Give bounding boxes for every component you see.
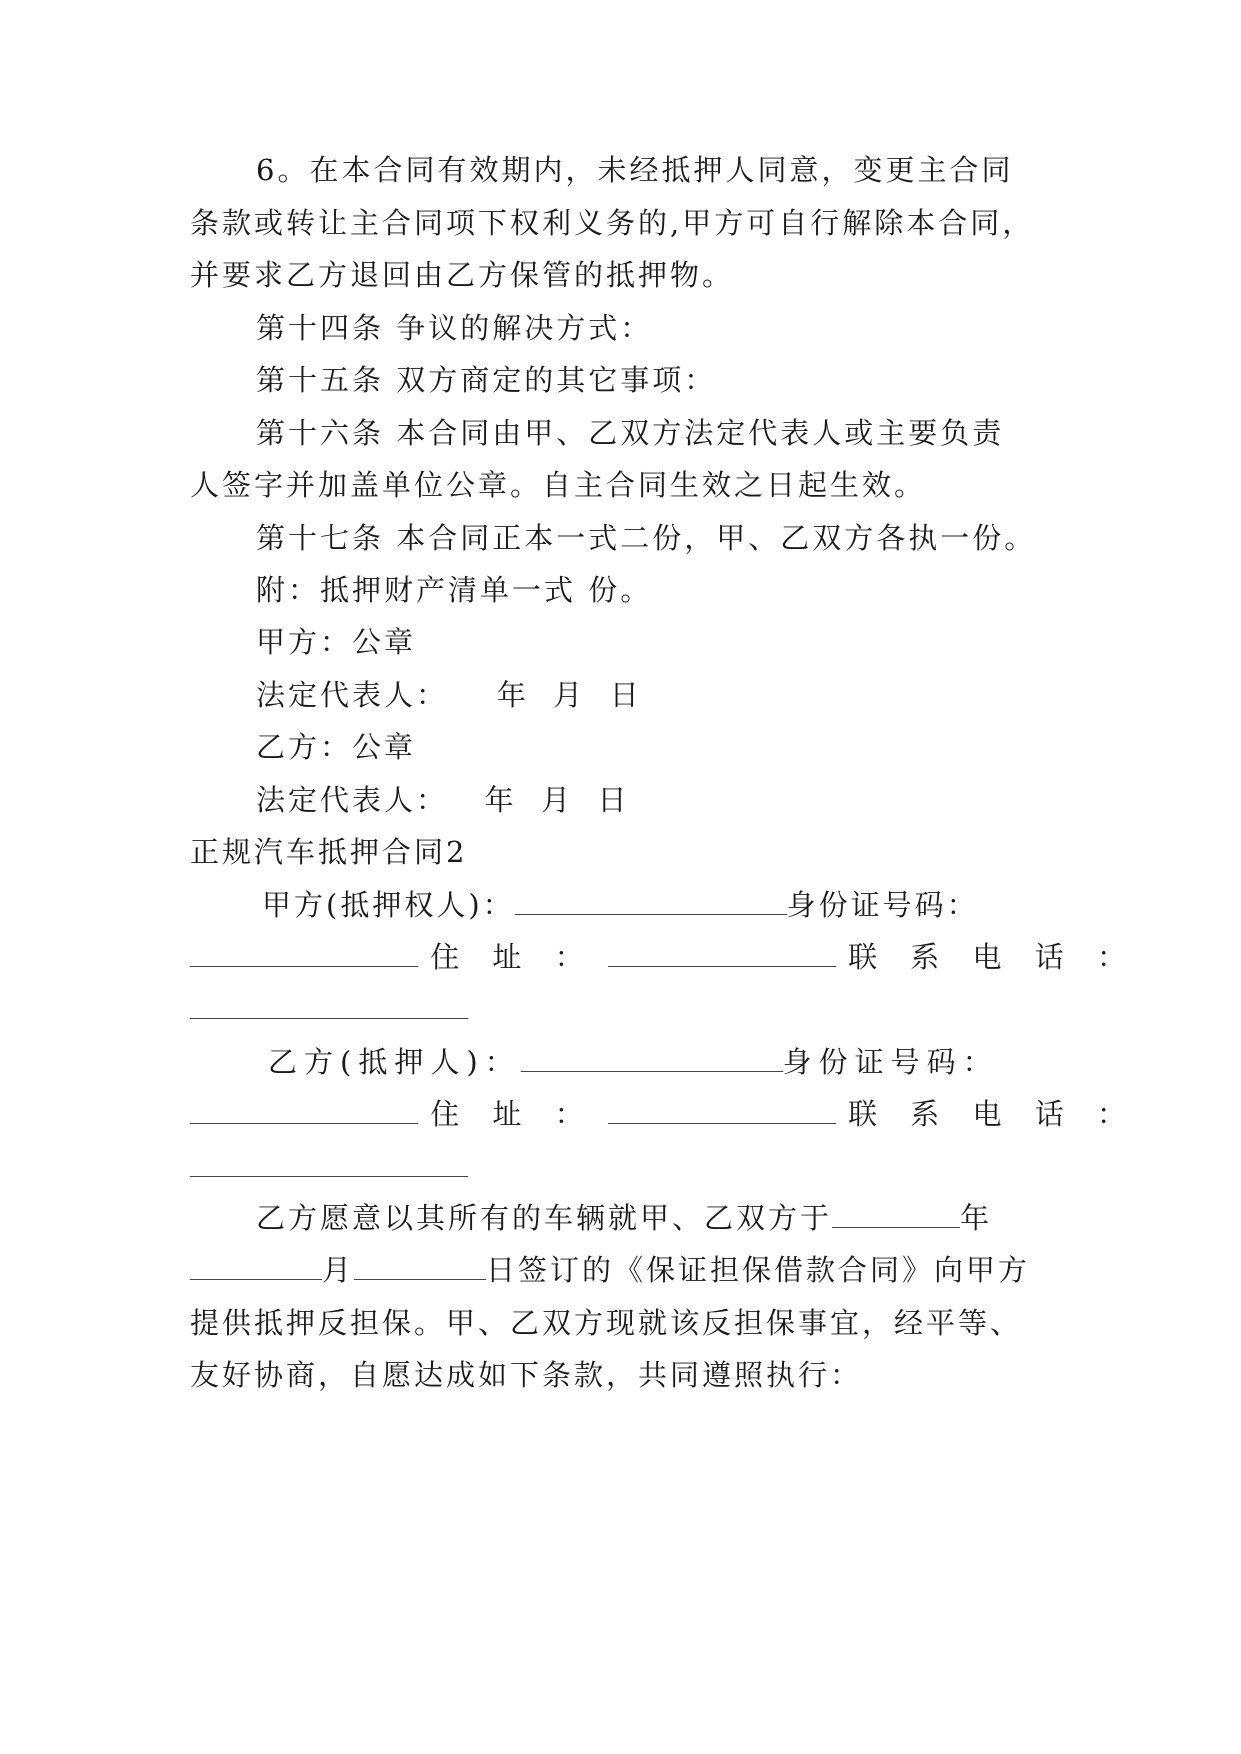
paragraph-line-1	[256, 1198, 1076, 1238]
paragraph-text-1a: 乙方愿意以其所有的车辆就甲、乙双方于	[256, 1201, 833, 1235]
paragraph-line-3: 提供抵押反担保。甲、乙双方现就该反担保事宜，经平等、	[190, 1306, 1023, 1340]
party-b-representative: 法定代表人： 年 月 日	[256, 783, 630, 817]
party-a-id-blank	[190, 938, 418, 967]
article-15: 第十五条 双方商定的其它事项：	[256, 363, 717, 397]
clause-6-line-1: 6。在本合同有效期内，未经抵押人同意，变更主合同	[256, 153, 1014, 187]
party-b-name-blank	[521, 1043, 783, 1072]
party-a-name-blank	[515, 886, 787, 915]
article-16-line-2: 人签字并加盖单位公章。自主合同生效之日起生效。	[190, 468, 927, 502]
party-b-phone-label: 联 系 电 话 ：	[848, 1097, 1138, 1131]
article-17: 第十七条 本合同正本一式二份，甲、乙双方各执一份。	[256, 521, 1037, 555]
party-a-address-blank	[608, 938, 836, 967]
party-a-label: 甲方(抵押权人)：	[262, 888, 515, 922]
paragraph-line-4: 友好协商，自愿达成如下条款，共同遵照执行：	[190, 1358, 863, 1392]
party-b-line	[268, 1042, 1083, 1082]
party-b-id-blank	[190, 1095, 418, 1124]
party-b-phone-blank	[190, 1176, 468, 1177]
year-blank	[832, 1199, 960, 1228]
attachment-note: 附：抵押财产清单一式 份。	[256, 573, 653, 607]
party-a-phone-blank	[190, 1018, 468, 1019]
paragraph-line-2	[190, 1250, 1090, 1290]
paragraph-text-1b: 年	[960, 1201, 993, 1235]
clause-6-line-3: 并要求乙方退回由乙方保管的抵押物。	[190, 258, 735, 292]
month-blank	[190, 1251, 322, 1280]
section-title: 正规汽车抵押合同2	[190, 835, 468, 869]
party-b-id-label: 身份证号码：	[782, 1045, 999, 1079]
party-b-seal: 乙方：公章	[256, 730, 417, 764]
party-b-address-label: 住 址 ：	[430, 1097, 596, 1131]
party-a-address-line	[190, 937, 1138, 977]
party-a-phone-label: 联 系 电 话 ：	[848, 940, 1138, 974]
party-a-seal: 甲方：公章	[256, 625, 417, 659]
paragraph-text-2b: 日签订的《保证担保借款合同》向甲方	[486, 1253, 1031, 1287]
day-blank	[354, 1251, 486, 1280]
paragraph-text-2a: 月	[322, 1253, 355, 1287]
party-b-label: 乙方(抵押人)：	[268, 1045, 521, 1079]
party-a-id-label: 身份证号码：	[786, 888, 979, 922]
article-14: 第十四条 争议的解决方式：	[256, 311, 653, 345]
party-b-address-line	[190, 1094, 1138, 1134]
party-a-line	[262, 885, 1082, 925]
clause-6-line-2: 条款或转让主合同项下权利义务的,甲方可自行解除本合同，	[190, 206, 1035, 240]
party-a-address-label: 住 址 ：	[430, 940, 596, 974]
party-b-address-blank	[608, 1095, 836, 1124]
article-16-line-1: 第十六条 本合同由甲、乙双方法定代表人或主要负责	[256, 416, 1005, 450]
party-a-representative: 法定代表人： 年 月 日	[256, 678, 642, 712]
